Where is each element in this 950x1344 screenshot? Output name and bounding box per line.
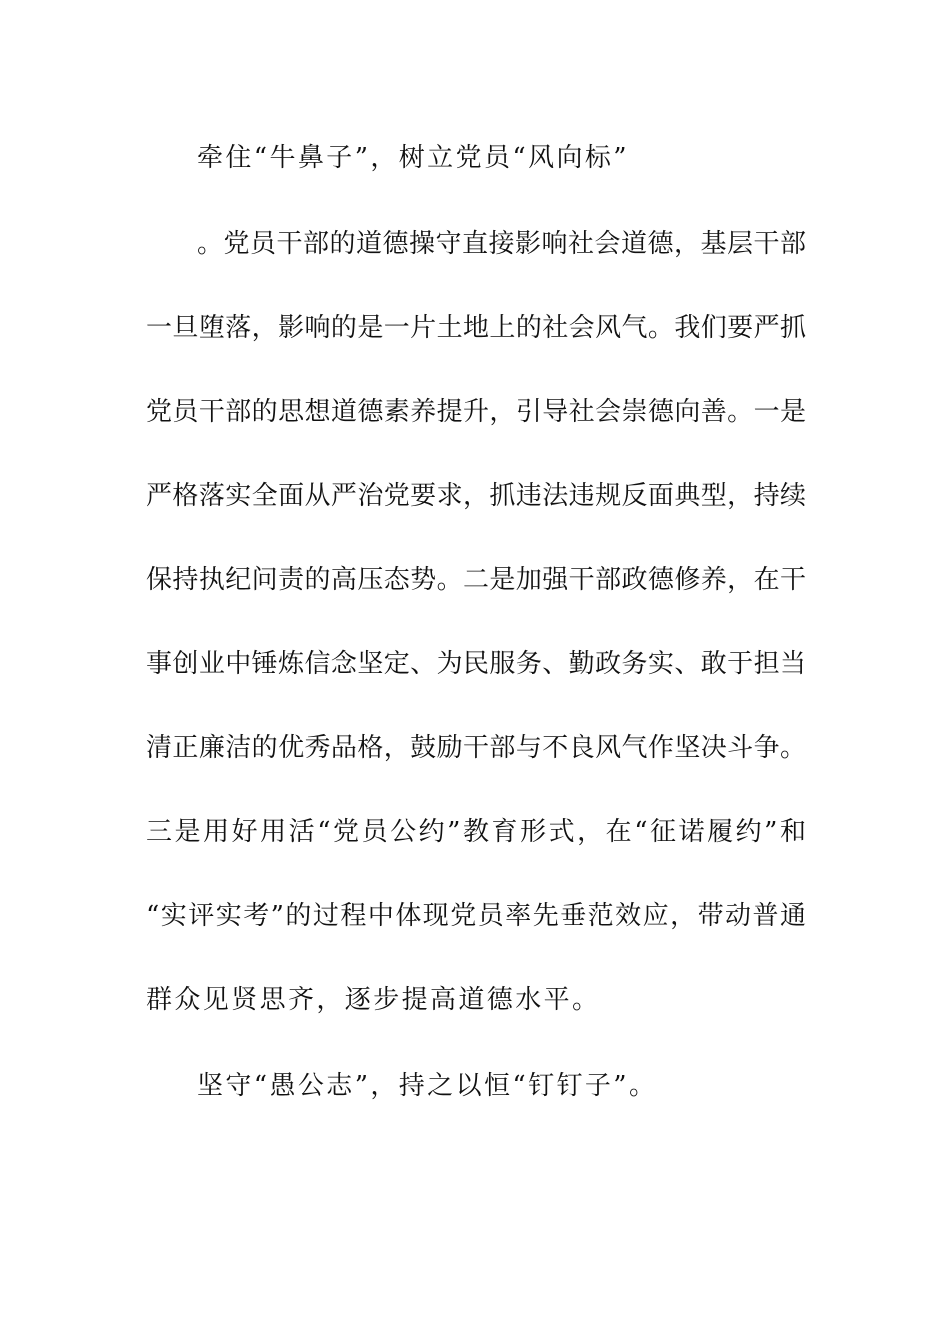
section-heading-1: 牵住“牛鼻子”，树立党员“风向标” [197, 143, 629, 173]
paragraph-line: “实评实考”的过程中体现党员率先垂范效应，带动普通 [146, 901, 806, 931]
section-heading-2: 坚守“愚公志”，持之以恒“钉钉子”。 [197, 1071, 658, 1101]
paragraph-line: 清正廉洁的优秀品格，鼓励干部与不良风气作坚决斗争。 [146, 733, 806, 763]
paragraph-line: 保持执纪问责的高压态势。二是加强干部政德修养，在干 [146, 565, 806, 595]
paragraph-line: 严格落实全面从严治党要求，抓违法违规反面典型，持续 [146, 481, 806, 511]
paragraph-line: 党员干部的思想道德素养提升，引导社会崇德向善。一是 [146, 397, 806, 427]
paragraph-line: 三是用好用活“党员公约”教育形式，在“征诺履约”和 [146, 817, 806, 847]
paragraph-line: 群众见贤思齐，逐步提高道德水平。 [146, 985, 601, 1015]
paragraph-line: 事创业中锤炼信念坚定、为民服务、勤政务实、敢于担当 [146, 649, 806, 679]
paragraph-line: 。党员干部的道德操守直接影响社会道德，基层干部 [197, 229, 806, 259]
paragraph-line: 一旦堕落，影响的是一片土地上的社会风气。我们要严抓 [146, 313, 806, 343]
